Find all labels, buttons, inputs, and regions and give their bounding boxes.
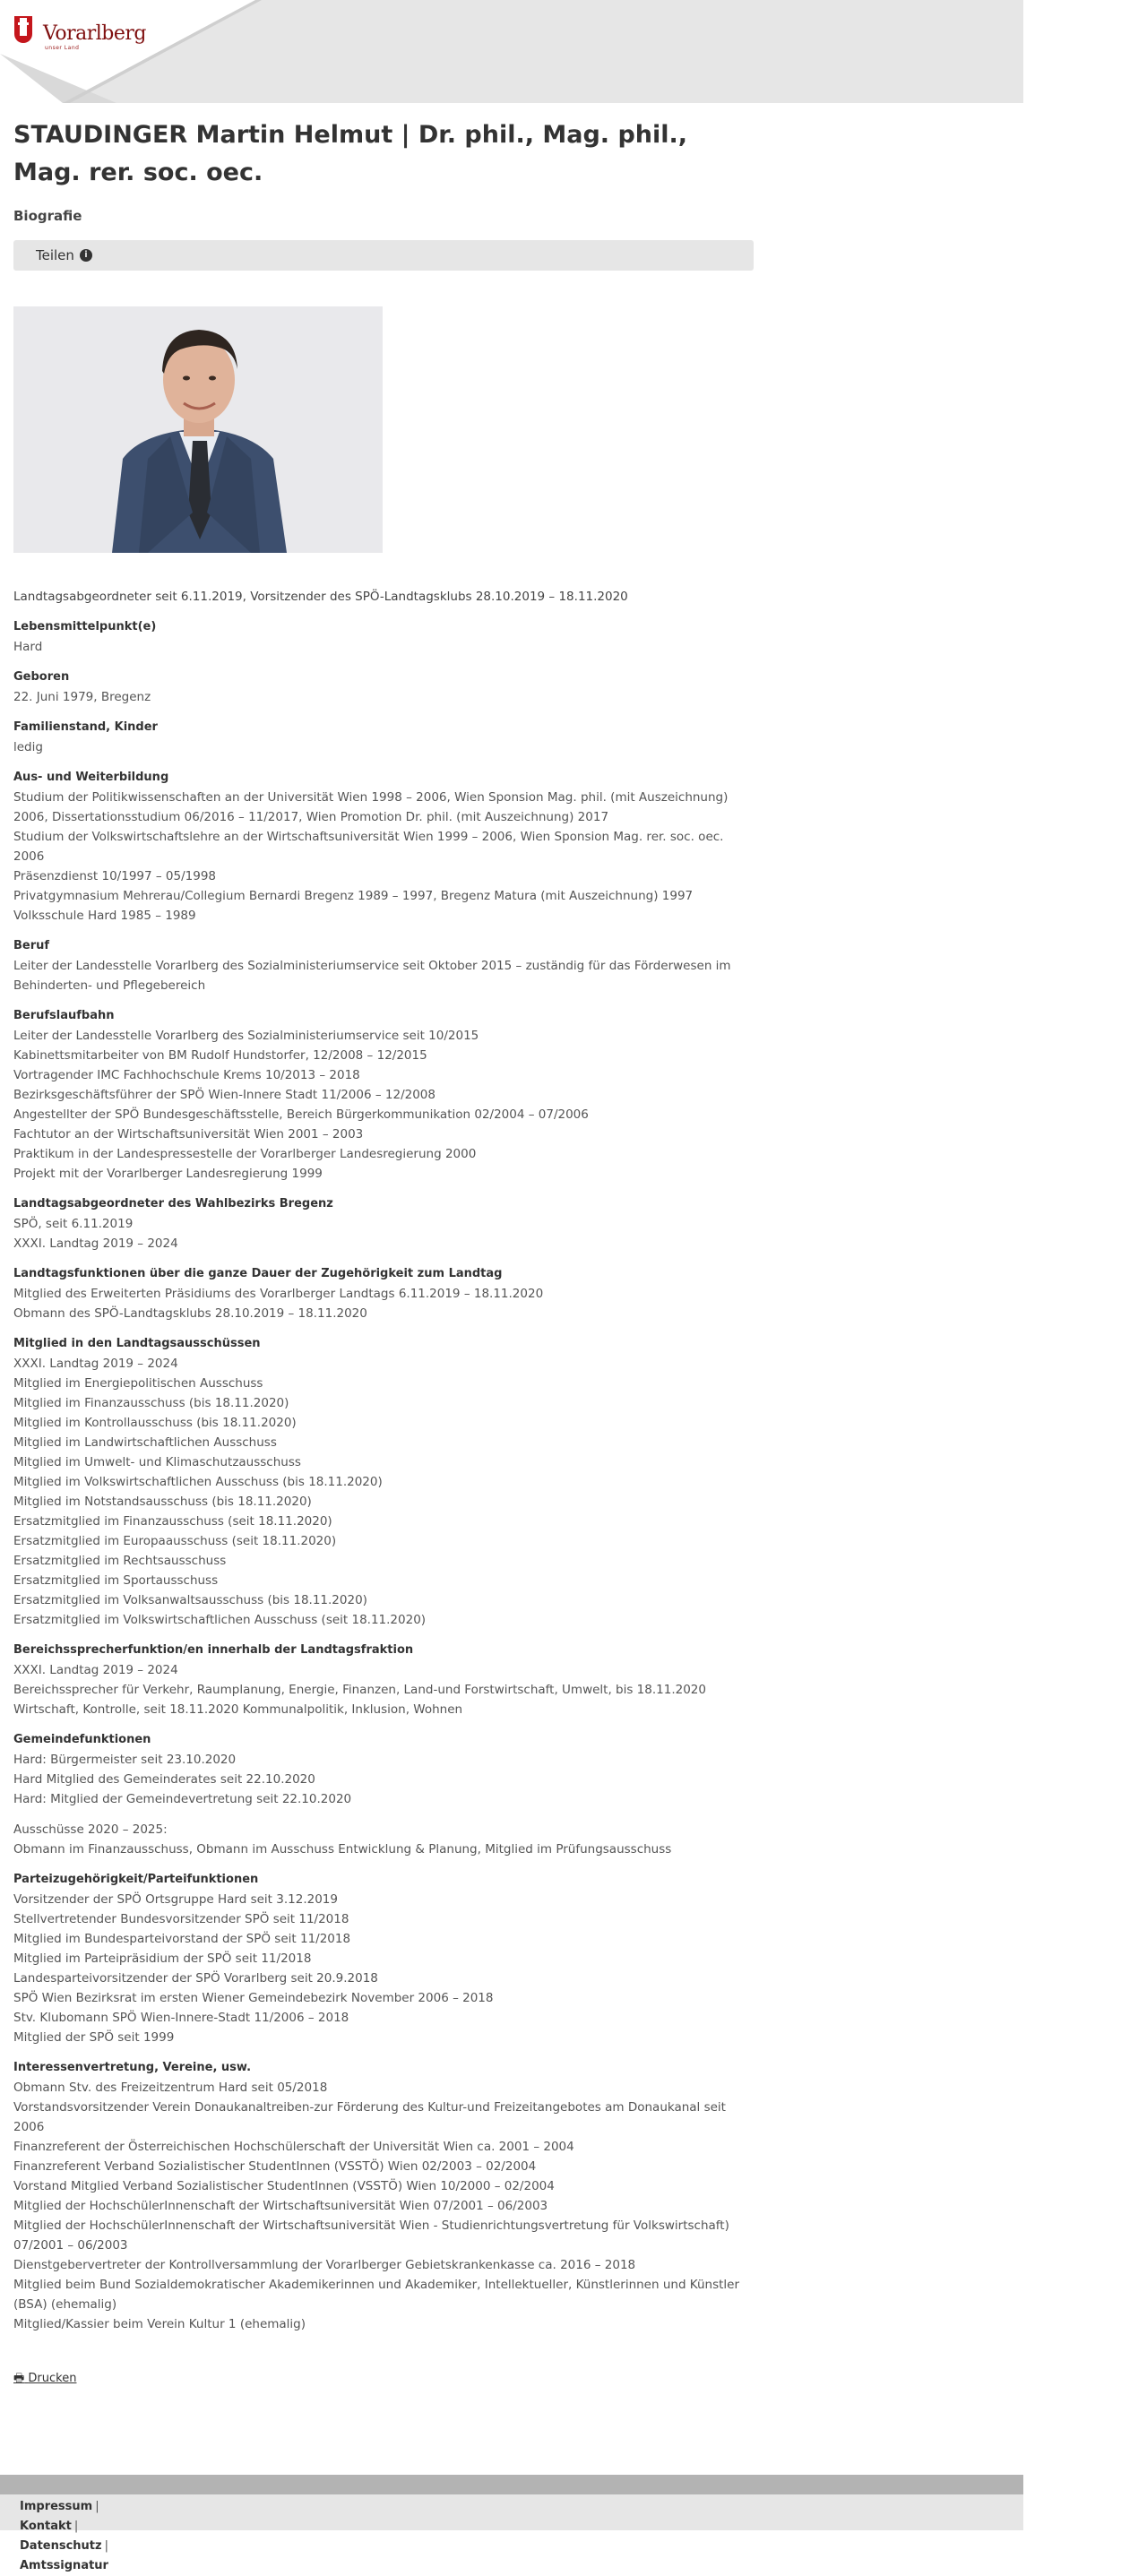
section-line: Projekt mit der Vorarlberger Landesregierung 1999 — [13, 1167, 323, 1181]
section-line: Mitglied im Energiepolitischen Ausschuss — [13, 1376, 263, 1391]
section-line: Leiter der Landesstelle Vorarlberg des Sozialministeriumservice seit 10/2015 — [13, 1029, 479, 1043]
section-line: SPÖ Wien Bezirksrat im ersten Wiener Gemeindebezirk November 2006 – 2018 — [13, 1991, 494, 2005]
bio-section — [13, 1820, 754, 1859]
section-line: Obmann im Finanzausschuss, Obmann im Ausschuss Entwicklung & Planung, Mitglied im Prüfungsausschuss — [13, 1842, 672, 1857]
section-line: SPÖ, seit 6.11.2019 — [13, 1217, 134, 1231]
section-line: Vorstand Mitglied Verband Sozialistischer StudentInnen (VSSTÖ) Wien 10/2000 – 02/2004 — [13, 2179, 555, 2193]
section-line: Bereichssprecher für Verkehr, Raumplanung, Energie, Finanzen, Land-und Forstwirtschaft, Umwelt, bis 18.11.2020 Wirtschaft, Kontrolle, seit 18.11.2020 Kommunalpolitik, Inklusion, Wohnen — [13, 1683, 706, 1717]
footer-links — [20, 2497, 108, 2576]
section-line: Mitglied im Bundesparteivorstand der SPÖ seit 11/2018 — [13, 1932, 351, 1946]
section-line: Vortragender IMC Fachhochschule Krems 10/2013 – 2018 — [13, 1068, 360, 1082]
section-line: XXXI. Landtag 2019 – 2024 — [13, 1236, 178, 1251]
footer-separator: | — [95, 2500, 99, 2513]
bio-section — [13, 1641, 754, 1719]
section-line: 22. Juni 1979, Bregenz — [13, 690, 151, 704]
section-line: Obmann Stv. des Freizeitzentrum Hard seit 05/2018 — [13, 2081, 328, 2095]
section-heading: Beruf — [13, 939, 50, 952]
site-footer — [0, 2494, 1023, 2530]
section-line: ledig — [13, 740, 43, 754]
section-heading: Gemeindefunktionen — [13, 1733, 151, 1746]
page-title: STAUDINGER Martin Helmut | Dr. phil., Mag. phil., Mag. rer. soc. oec. — [13, 121, 688, 186]
footer-link-amtssignatur[interactable]: Amtssignatur — [20, 2559, 108, 2572]
section-line: XXXI. Landtag 2019 – 2024 — [13, 1663, 178, 1677]
bio-section — [13, 768, 754, 926]
section-line: Angestellter der SPÖ Bundesgeschäftsstelle, Bereich Bürgerkommunikation 02/2004 – 07/2006 — [13, 1107, 589, 1122]
section-line: Ersatzmitglied im Finanzausschuss (seit 18.11.2020) — [13, 1514, 332, 1529]
bio-section — [13, 1730, 754, 1809]
section-line: Studium der Politikwissenschaften an der Universität Wien 1998 – 2006, Wien Sponsion Mag. phil. (mit Auszeichnung) 2006, Dissertationsstudium 06/2016 – 11/2017, Wien Promotion Dr. phil. (mit Auszeichnung) 2017 — [13, 790, 729, 824]
bio-section — [13, 1264, 754, 1323]
section-line: Hard Mitglied des Gemeinderates seit 22.10.2020 — [13, 1772, 315, 1787]
logo-text[interactable]: Vorarlberg — [43, 22, 147, 45]
intro-text: Landtagsabgeordneter seit 6.11.2019, Vorsitzender des SPÖ-Landtagsklubs 28.10.2019 – 18.11.2020 — [13, 590, 628, 604]
footer-band — [0, 2475, 1023, 2494]
logo-subtitle: unser Land — [45, 45, 80, 51]
section-line: Mitglied im Notstandsausschuss (bis 18.11.2020) — [13, 1495, 312, 1509]
section-line: Ausschüsse 2020 – 2025: — [13, 1822, 168, 1837]
coat-of-arms-icon — [14, 16, 32, 43]
section-heading: Landtagsfunktionen über die ganze Dauer der Zugehörigkeit zum Landtag — [13, 1267, 503, 1280]
section-line: Mitglied der SPÖ seit 1999 — [13, 2030, 175, 2045]
section-line: Ersatzmitglied im Europaausschuss (seit 18.11.2020) — [13, 1534, 337, 1548]
footer-separator: | — [104, 2539, 108, 2553]
printer-icon: 🖶 — [13, 2372, 25, 2385]
section-line: Mitglied im Volkswirtschaftlichen Ausschuss (bis 18.11.2020) — [13, 1475, 383, 1489]
section-line: Mitglied im Finanzausschuss (bis 18.11.2020) — [13, 1396, 289, 1410]
section-heading: Interessenvertretung, Vereine, usw. — [13, 2061, 252, 2074]
section-heading: Landtagsabgeordneter des Wahlbezirks Bregenz — [13, 1197, 333, 1210]
section-line: Landesparteivorsitzender der SPÖ Vorarlberg seit 20.9.2018 — [13, 1971, 378, 1986]
site-header — [0, 0, 1023, 103]
print-label: Drucken — [28, 2372, 77, 2385]
section-heading: Mitglied in den Landtagsausschüssen — [13, 1337, 261, 1350]
info-icon: i — [80, 249, 92, 262]
section-line: Ersatzmitglied im Volkswirtschaftlichen Ausschuss (seit 18.11.2020) — [13, 1613, 427, 1627]
print-link[interactable] — [13, 2370, 754, 2390]
section-line: Mitglied im Parteipräsidium der SPÖ seit 11/2018 — [13, 1951, 312, 1966]
footer-link-datenschutz[interactable]: Datenschutz — [20, 2539, 102, 2553]
biography-sections — [13, 617, 754, 2334]
section-heading: Lebensmittelpunkt(e) — [13, 620, 157, 633]
section-line: Hard: Bürgermeister seit 23.10.2020 — [13, 1753, 237, 1767]
bio-section — [13, 936, 754, 995]
share-button[interactable] — [13, 240, 754, 271]
section-line: Fachtutor an der Wirtschaftsuniversität Wien 2001 – 2003 — [13, 1127, 364, 1142]
section-line: Kabinettsmitarbeiter von BM Rudolf Hundstorfer, 12/2008 – 12/2015 — [13, 1048, 427, 1063]
section-line: Volksschule Hard 1985 – 1989 — [13, 909, 196, 923]
section-line: Praktikum in der Landespressestelle der Vorarlberger Landesregierung 2000 — [13, 1147, 477, 1161]
section-line: Leiter der Landesstelle Vorarlberg des Sozialministeriumservice seit Oktober 2015 – zuständig für das Förderwesen im Behinderten- und Pflegebereich — [13, 959, 731, 993]
section-line: XXXI. Landtag 2019 – 2024 — [13, 1357, 178, 1371]
bio-section — [13, 718, 754, 757]
bio-section — [13, 1870, 754, 2047]
bio-section — [13, 1006, 754, 1184]
section-line: Mitglied im Umwelt- und Klimaschutzausschuss — [13, 1455, 301, 1469]
section-line: Stellvertretender Bundesvorsitzender SPÖ seit 11/2018 — [13, 1912, 349, 1926]
section-line: Ersatzmitglied im Volksanwaltsausschuss (bis 18.11.2020) — [13, 1593, 367, 1607]
share-label: Teilen — [36, 247, 74, 263]
section-line: Dienstgebervertreter der Kontrollversammlung der Vorarlberger Gebietskrankenkasse ca. 2016 – 2018 — [13, 2258, 636, 2272]
section-line: Studium der Volkswirtschaftslehre an der Wirtschaftsuniversität Wien 1999 – 2006, Wien Sponsion Mag. rer. soc. oec. 2006 — [13, 830, 724, 864]
footer-link-impressum[interactable]: Impressum — [20, 2500, 93, 2513]
bio-section — [13, 1194, 754, 1254]
section-heading: Parteizugehörigkeit/Parteifunktionen — [13, 1873, 259, 1886]
section-line: Finanzreferent der Österreichischen Hochschülerschaft der Universität Wien ca. 2001 – 2004 — [13, 2140, 574, 2154]
section-line: Mitglied der HochschülerInnenschaft der Wirtschaftsuniversität Wien 07/2001 – 06/2003 — [13, 2199, 548, 2213]
section-heading: Geboren — [13, 670, 70, 684]
section-heading: Aus- und Weiterbildung — [13, 771, 169, 784]
section-line: Privatgymnasium Mehrerau/Collegium Bernardi Bregenz 1989 – 1997, Bregenz Matura (mit Auszeichnung) 1997 — [13, 889, 694, 903]
section-heading: Bereichssprecherfunktion/en innerhalb der Landtagsfraktion — [13, 1643, 414, 1657]
section-line: Präsenzdienst 10/1997 – 05/1998 — [13, 869, 217, 883]
section-line: Hard: Mitglied der Gemeindevertretung seit 22.10.2020 — [13, 1792, 352, 1806]
bio-section — [13, 668, 754, 707]
section-line: Vorsitzender der SPÖ Ortsgruppe Hard seit 3.12.2019 — [13, 1892, 338, 1907]
section-line: Hard — [13, 640, 43, 654]
biography-subhead: Biografie — [13, 208, 82, 224]
section-line: Vorstandsvorsitzender Verein Donaukanaltreiben-zur Förderung des Kultur-und Freizeitangebotes am Donaukanal seit 2006 — [13, 2100, 726, 2134]
footer-separator: | — [73, 2520, 79, 2533]
section-line: Ersatzmitglied im Sportausschuss — [13, 1573, 219, 1588]
main-content — [13, 116, 754, 2390]
section-heading: Berufslaufbahn — [13, 1009, 115, 1022]
section-line: Mitglied beim Bund Sozialdemokratischer Akademikerinnen und Akademiker, Intellektueller, Künstlerinnen und Künstler (BSA) (ehemalig) — [13, 2278, 740, 2312]
portrait-illustration — [13, 306, 383, 553]
section-line: Mitglied des Erweiterten Präsidiums des Vorarlberger Landtags 6.11.2019 – 18.11.2020 — [13, 1287, 544, 1301]
bio-section — [13, 1334, 754, 1630]
section-line: Finanzreferent Verband Sozialistischer StudentInnen (VSSTÖ) Wien 02/2003 – 02/2004 — [13, 2159, 537, 2174]
section-line: Mitglied/Kassier beim Verein Kultur 1 (ehemalig) — [13, 2317, 306, 2331]
bio-section — [13, 2058, 754, 2334]
header-logo-graphic — [0, 0, 269, 103]
section-heading: Familienstand, Kinder — [13, 720, 158, 734]
portrait-photo — [13, 306, 383, 553]
section-line: Bezirksgeschäftsführer der SPÖ Wien-Innere Stadt 11/2006 – 12/2008 — [13, 1088, 436, 1102]
section-line: Obmann des SPÖ-Landtagsklubs 28.10.2019 – 18.11.2020 — [13, 1306, 367, 1321]
footer-link-kontakt[interactable]: Kontakt — [20, 2520, 72, 2533]
section-line: Mitglied der HochschülerInnenschaft der Wirtschaftsuniversität Wien - Studienrichtungsvertretung für Volkswirtschaft) 07/2001 – 06/2003 — [13, 2218, 729, 2253]
bio-section — [13, 617, 754, 657]
section-line: Ersatzmitglied im Rechtsausschuss — [13, 1554, 227, 1568]
section-line: Mitglied im Landwirtschaftlichen Ausschuss — [13, 1435, 277, 1450]
section-line: Stv. Klubomann SPÖ Wien-Innere-Stadt 11/2006 – 2018 — [13, 2011, 349, 2025]
section-line: Mitglied im Kontrollausschuss (bis 18.11.2020) — [13, 1416, 297, 1430]
